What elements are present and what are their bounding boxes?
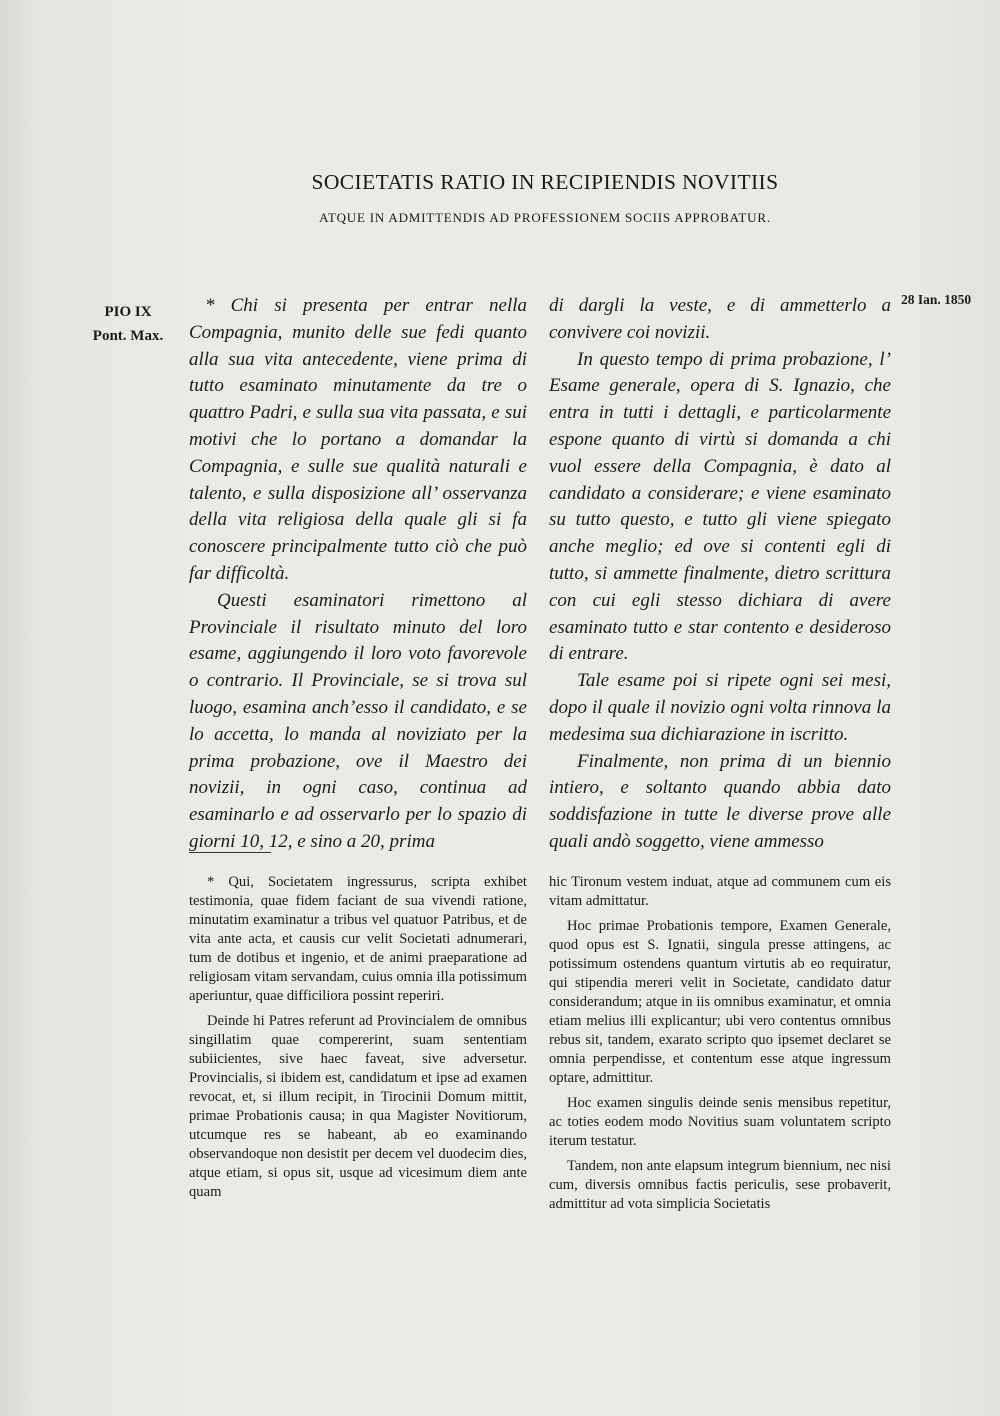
paragraph: Finalmente, non prima di un biennio intiero, e soltanto quando abbia dato soddisfazione in tutte le diverse prove alle quali andò soggetto, viene ammesso bbox=[549, 750, 891, 852]
italian-text-left-column bbox=[189, 293, 527, 856]
paragraph: Hoc examen singulis deinde senis mensibus repetitur, ac toties eodem modo Novitius suam voluntatem scripto iterum testatur. bbox=[549, 1095, 891, 1149]
paragraph: Tale esame poi si ripete ogni sei mesi, dopo il quale il novizio ogni volta rinnova la medesima sua dichiarazione in iscritto. bbox=[549, 670, 891, 745]
paragraph: Tandem, non ante elapsum integrum biennium, nec nisi cum, diversis omnibus factis periculis, sese probaverit, admittitur ad vota simplicia Societatis bbox=[549, 1158, 891, 1212]
page-subtitle: ATQUE IN ADMITTENDIS AD PROFESSIONEM SOCIIS APPROBATUR. bbox=[319, 210, 771, 225]
paragraph: Deinde hi Patres referunt ad Provincialem de omnibus singillatim quae compererint, suam sententiam subiicientes, sive haec faveat, sive adversetur. Provincialis, si ibidem est, candidatum et ipse ad examen revocat, et, si illum recipit, in Tirocinii Domum mittit, primae Probationis causa; in qua Magister Novitiorum, utcumque res se habeant, ab eo examinando observandoque non desistit per decem vel duodecim dies, atque etiam, si opus sit, usque ad vicesimum diem ante quam bbox=[189, 1013, 527, 1200]
paragraph: hic Tironum vestem induat, atque ad communem cum eis vitam admittatur. bbox=[549, 874, 891, 909]
paragraph: Hoc primae Probationis tempore, Examen Generale, quod opus est S. Ignatii, singula presse attingens, ac potissimum ostendens quantum virtutis ab eo requiratur, qui stipendia mereri velit in Societate, candidato datur considerandum; atque in iis omnibus examinatur, et omnia etiam melius illi explicantur; ubi vero contentus omnibus rebus sit, tandem, exarato scripto quo ipsemet declaret se omnia perpendisse, et contentum esse atque ingressum optare, admittitur. bbox=[549, 918, 891, 1086]
italian-text-right-column bbox=[549, 293, 891, 856]
footnote-divider bbox=[189, 852, 271, 853]
paragraph: Questi esaminatori rimettono al Provinciale il risultato minuto del loro esame, aggiungendo il loro voto favorevole o contrario. Il Provinciale, se si trova sul luogo, esamina anch’esso il candidato, e se lo accetta, lo manda al noviziato per la prima probazione, ove il Maestro dei novizii, in ogni caso, continua ad esaminarlo e ad osservarlo per lo spazio di giorni 10, 12, e sino a 20, prima bbox=[189, 589, 527, 852]
paragraph: * Qui, Societatem ingressurus, scripta exhibet testimonia, quae fidem faciant de sua vivendi ratione, minutatim examinatur a tribus vel quatuor Patribus, et de vita ante acta, et causis cur velit Societati adnumerari, tum de dotibus et ingenio, et de animi praeparatione ad religiosam vitam servandam, cuius omnia illa potissimum aperiuntur, quae difficiliora possint reperiri. bbox=[189, 874, 527, 1004]
paragraph: In questo tempo di prima probazione, l’ Esame generale, opera di S. Ignazio, che entra in tutti i dettagli, e particolarmente espone quanto di virtù si domanda a chi vuol essere della Compagnia, è dato al candidato a considerare; e viene esaminato su tutto questo, e tutto gli viene spiegato anche meglio; ed ove si contenti egli di tutto, si ammette finalmente, dietro scrittura con cui egli stesso dichiara di avere esaminato tutto e star contento e desideroso di entrare. bbox=[549, 348, 891, 665]
bleed-through-text bbox=[180, 88, 940, 104]
margin-note-pope-title: Pont. Max. bbox=[92, 328, 164, 344]
paragraph: * Chi si presenta per entrar nella Compagnia, munito delle sue fedi quanto alla sua vita antecedente, viene prima di tutto esaminato minutamente da tre o quattro Padri, e sulla sua vita passata, e sui motivi che lo portano a domandar la Compagnia, e sulle sue qualità naturali e talento, e sulla disposizione all’ osservanza della vita religiosa della quale gli si fa conoscere principalmente tutto ciò che può far difficoltà. bbox=[189, 295, 527, 584]
latin-text-right-column bbox=[549, 873, 891, 1220]
margin-note-pope bbox=[78, 300, 178, 348]
margin-note-pope-name: PIO IX bbox=[104, 304, 152, 320]
paragraph: di dargli la veste, e di ammetterlo a convivere coi novizii. bbox=[549, 295, 891, 343]
margin-note-date: 28 Ian. 1850 bbox=[901, 292, 972, 307]
latin-text-left-column bbox=[189, 873, 527, 1208]
page-title: SOCIETATIS RATIO IN RECIPIENDIS NOVITIIS bbox=[311, 170, 779, 194]
